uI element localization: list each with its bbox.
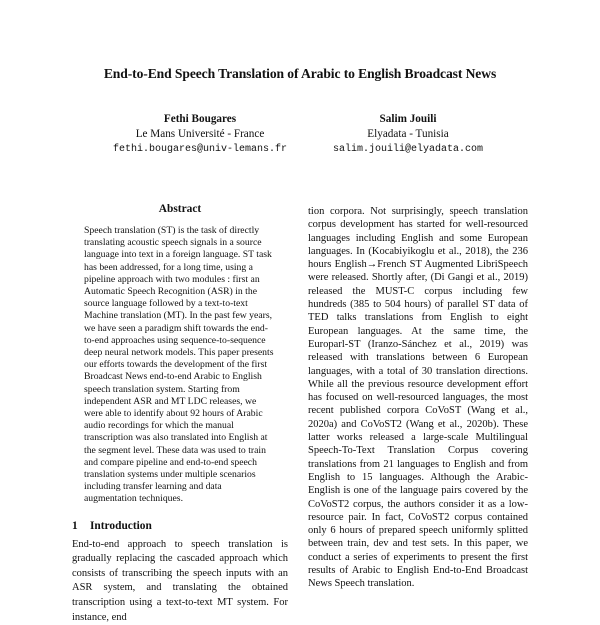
- intro-paragraph-right: tion corpora. Not surprisingly, speech translation corpus development has started for well-resourced languages including English and some European languages. In (Kocabiyikoglu et al., 2018), the 236 hours English→French ST Augmented LibriSpeech were released. Shortly after, (Di Gangi et al., 2019) released the MUST-C corpus including few hundreds (385 to 504 hours) of parallel ST data of TED talks translations from English to eight European languages. At the same time, the Europarl-ST (Iranzo-Sánchez et al., 2019) was released with translations between 6 European languages, with a total of 30 translation directions. While all the previous resource development effort has focused on well-resourced languages, the most recent published corpora CoVoST (Wang et al., 2020a) and CoVoST2 (Wang et al., 2020b). These latter works released a large-scale Multilingual Speech-To-Text Translation Corpus covering translations from 21 languages to English and from English to 15 languages. Although the Arabic-English is one of the language pairs covered by the CoVoST2 corpus, the authors consider it as a low-resource pair. In fact, CoVoST2 corpus contained only 6 hours of prepared speech uniformly splitted between train, dev and test sets. In this paper, we conduct a series of experiments to present the first results of Arabic to English End-to-End Broadcast News Speech translation.: [308, 206, 528, 590]
- left-column: [72, 203, 288, 625]
- author-email: salim.jouili@elyadata.com: [332, 144, 484, 155]
- abstract-text: Speech translation (ST) is the task of directly translating acoustic speech signals in a source language into text in a foreign language. ST task has been addressed, for a long time, using a pipeline approach with two modules : first an Automatic Speech Recognition (ASR) in the source language followed by a text-to-text Machine translation (MT). In the past few years, we have seen a paradigm shift towards the end-to-end approaches using sequence-to-sequence deep neural network models. This paper presents our efforts towards the development of the first Broadcast News end-to-end Arabic to English speech translation system. Starting from independent ASR and MT LDC releases, we were able to identify about 92 hours of Arabic audio recordings for which the manual transcription was also translated into English at the segment level. These data was used to train and compare pipeline and end-to-end speech translation systems under multiple scenarios including transfer learning and data augmentation techniques.: [84, 225, 274, 505]
- section-number: 1: [72, 519, 78, 532]
- abstract-heading: Abstract: [158, 203, 202, 215]
- author-name: Fethi Bougares: [163, 113, 237, 125]
- paper-title: End-to-End Speech Translation of Arabic to English Broadcast News: [103, 66, 497, 81]
- intro-paragraph-left: End-to-end approach to speech translation is gradually replacing the cascaded approach which consists of transcribing the speech inputs with an ASR system, and translating the obtained transcription using a text-to-text MT system. For instance, end: [72, 538, 288, 623]
- author-block-2: [298, 112, 518, 157]
- section-heading-introduction: [72, 520, 288, 532]
- author-affiliation: Le Mans Université - France: [135, 128, 265, 140]
- author-name: Salim Jouili: [379, 113, 437, 125]
- section-title: Introduction: [90, 519, 152, 532]
- right-column: [308, 205, 528, 591]
- author-email: fethi.bougares@univ-lemans.fr: [112, 144, 288, 155]
- author-block-1: [90, 112, 310, 157]
- author-affiliation: Elyadata - Tunisia: [367, 128, 449, 140]
